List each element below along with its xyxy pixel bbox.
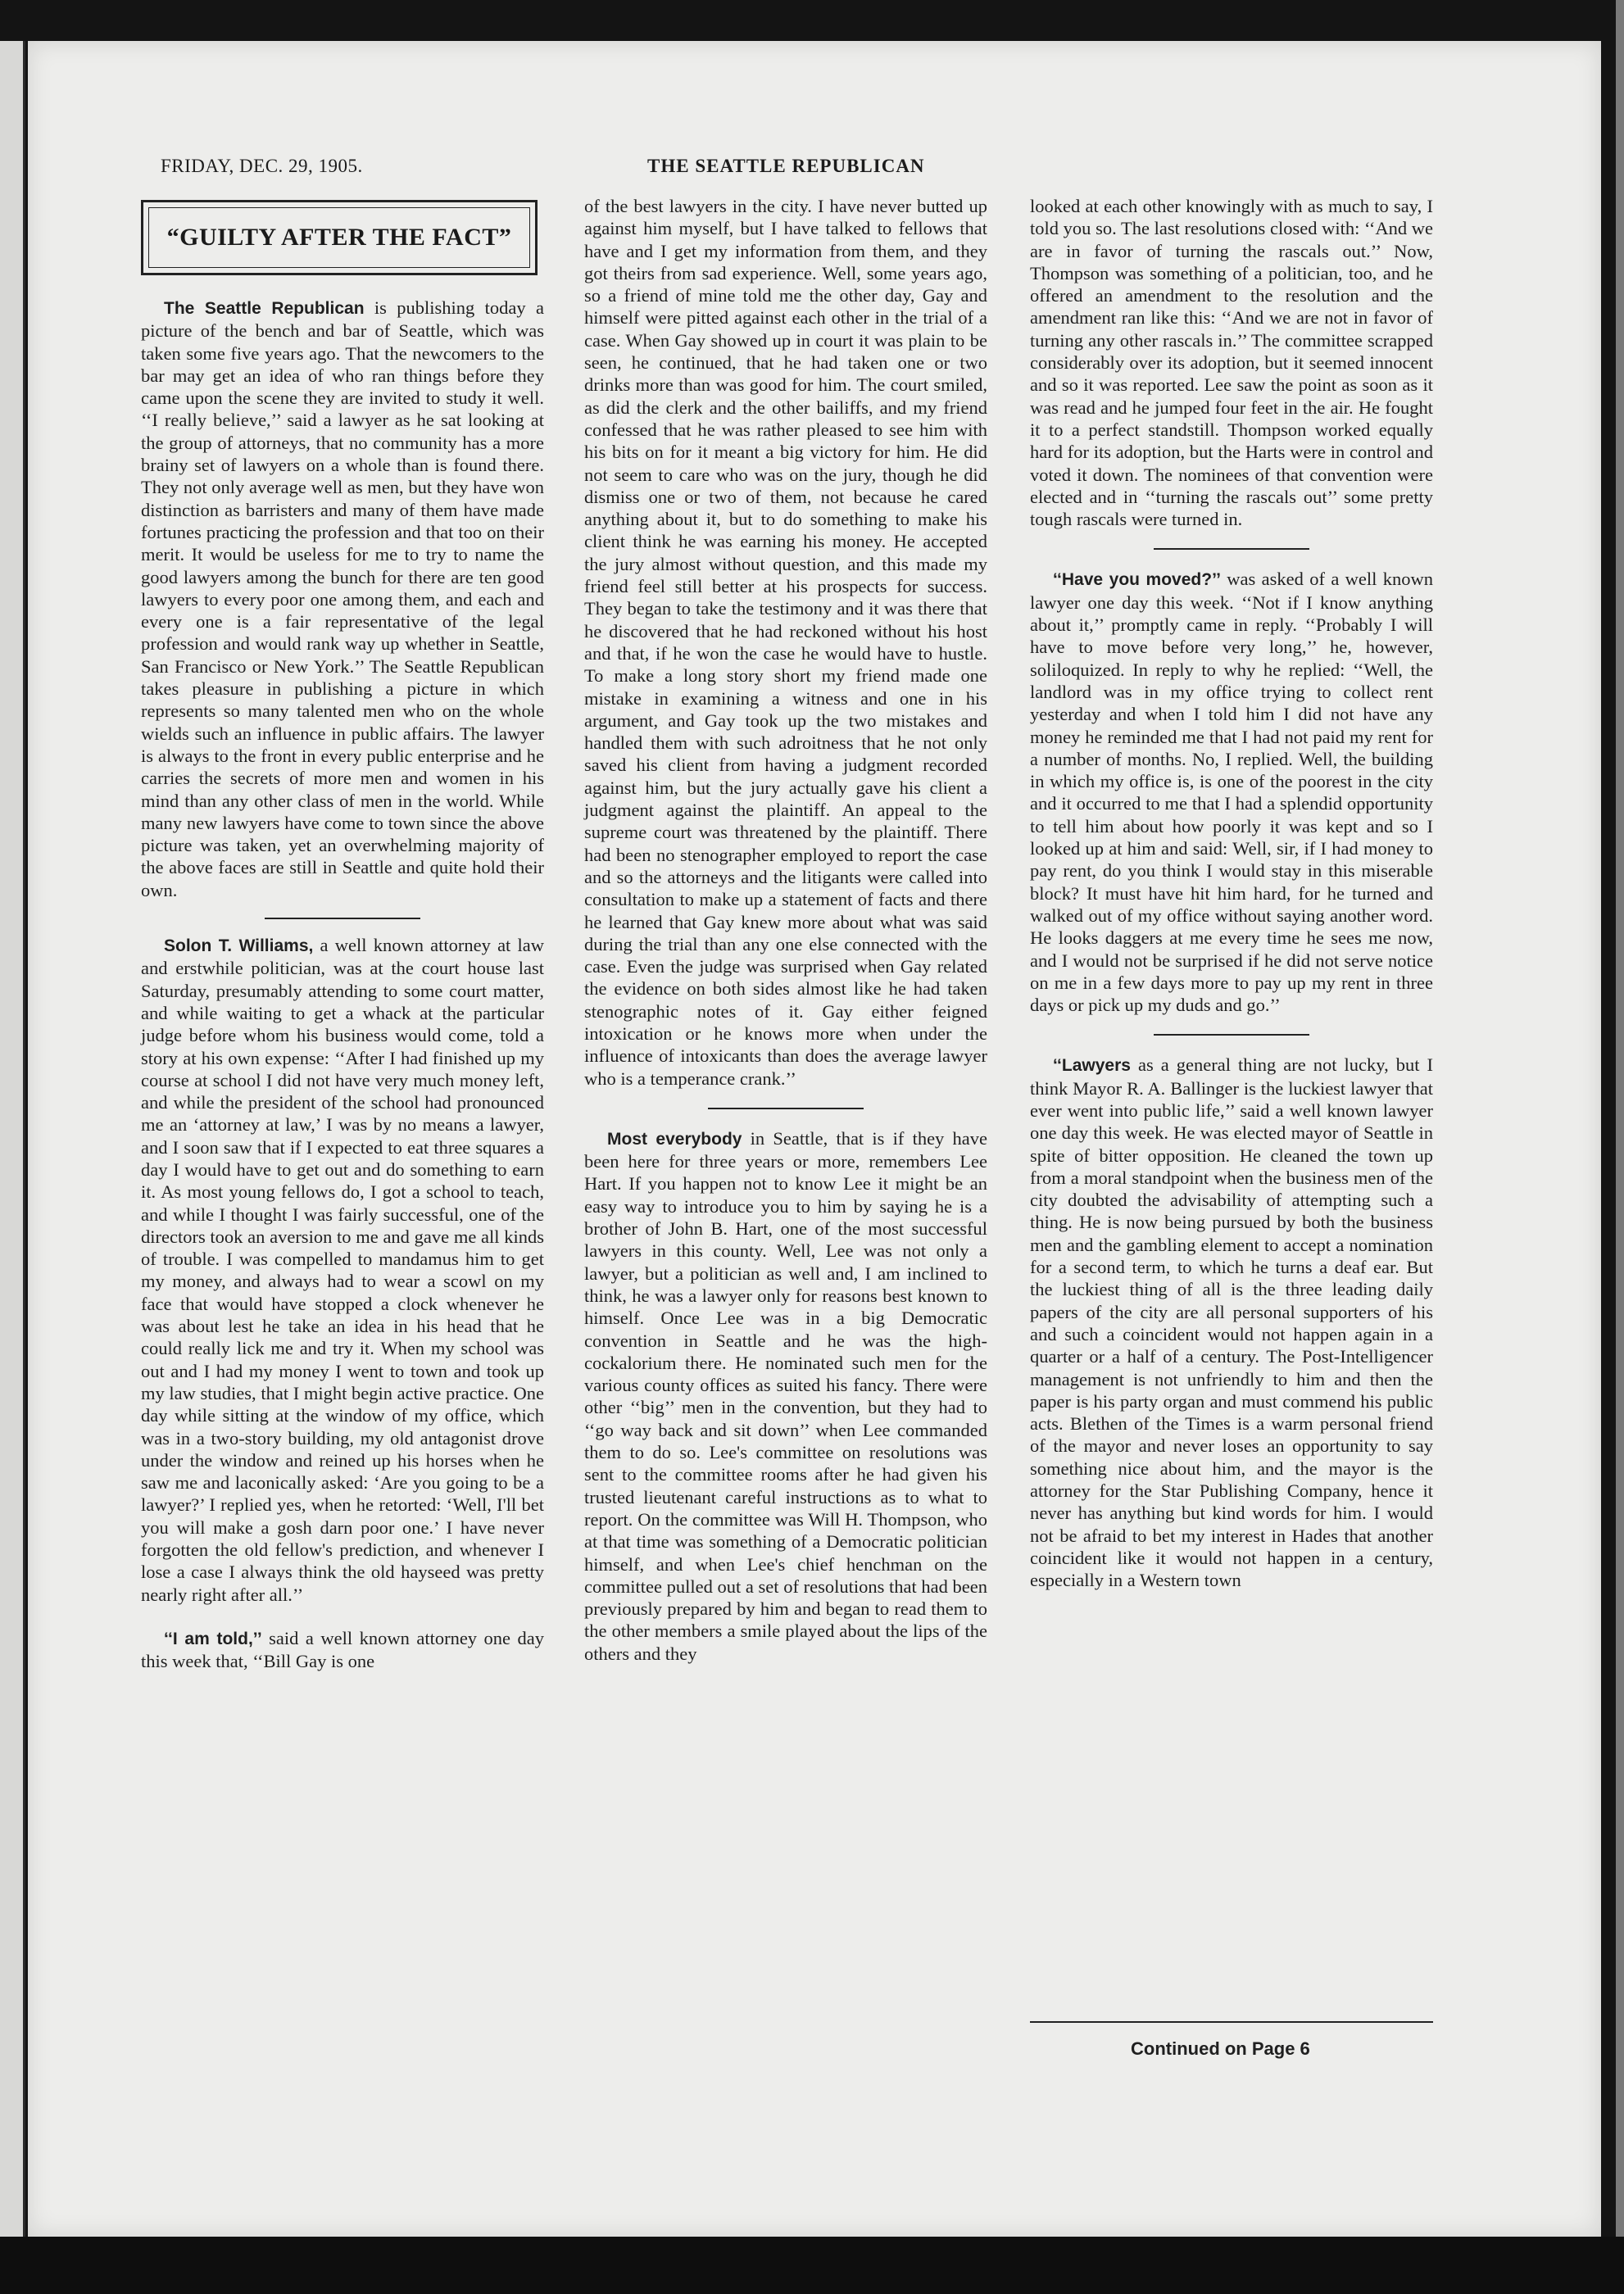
- lead-i-am-told: ‘‘I am told,’’: [164, 1629, 262, 1648]
- page-binding-line: [23, 41, 25, 2286]
- bottom-divider: [1030, 2021, 1433, 2023]
- lead-solon-williams: Solon T. Williams,: [164, 936, 314, 956]
- continued-notice: Continued on Page 6: [1131, 2038, 1310, 2059]
- article-body: was asked of a well known lawyer one day this week. ‘‘Not if I know anything about it,’’ promptly came in reply. ‘‘Probably I will have to move before very long,’’ he, however, soliloquized. In reply to why he replied: ‘‘Well, the landlord was in my office trying to collect rent yesterday and when I told him I did not have any money he reminded me that I had not paid my rent for a number of months. No, I replied. Well, the building in which my office is, is one of the poorest in the city and it occurred to me that I had a splendid opportunity to tell him about how poorly it was kept and so I looked up at him and said: Well, sir, if I had money to pay rent, do you think I would stay in this miserable block? It must have hit him hard, for he turned and walked out of my office without saying another word. He looks daggers at me every time he sees me now, and I would not be surprised if he did not serve notice on me in a few days more to pay up my rent in three days or pick up my duds and go.’’: [1030, 569, 1433, 1016]
- adjacent-page-edge: [0, 41, 25, 2286]
- column-1: [141, 297, 544, 1673]
- column-title: “GUILTY AFTER THE FACT”: [148, 207, 530, 268]
- lead-seattle-republican: The Seattle Republican: [164, 299, 365, 318]
- article-bill-gay-cont: [584, 195, 987, 1090]
- article-have-you-moved: [1030, 568, 1433, 1016]
- article-bill-gay-start: [141, 1627, 544, 1673]
- article-body: said a well known attorney one day this week that, ‘‘Bill Gay is one: [141, 1627, 544, 1672]
- article-body: in Seattle, that is if they have been here for three years or more, remembers Lee Hart. If you happen not to know Lee it might be an easy way to introduce you to him by saying he is a brother of John B. Hart, one of the most successful lawyers in this county. Well, Lee was not only a lawyer, but a politician as well and, I am inclined to think, he was a lawyer only for reasons best known to himself. Once Lee was in a big Democratic convention in Seattle and he was the high-cockalorium there. He nominated such men for the various county offices as suited his fancy. There were other ‘‘big’’ men in the convention, but they had to ‘‘go way back and sit down’’ when Lee commanded them to do so. Lee's committee on resolutions was sent to the committee rooms after he had given his trusted lieutenant careful instructions as to what to report. On the committee was Will H. Thompson, who at that time was something of a Democratic politician himself, and when Lee's chief henchman on the committee pulled out a set of resolutions that had been previously prepared by him and began to read them to the other members a smile played about the lips of the others and they: [584, 1127, 987, 1664]
- article-body: a well known attorney at law and erstwhile politician, was at the court house last Saturday, presumably attending to some court matter, and while waiting to get a whack at the particular judge before whom his business would come, told a story at his own expense: ‘‘After I had finished up my course at school I did not have very much money left, and while the president of the school had pronounced me an ‘attorney at law,’ I was by no means a lawyer, and I soon saw that if I expected to eat three squares a day I would have to get out and do something to earn it. As most young fellows do, I got a school to teach, and while I thought I was fairly successful, one of the directors took an aversion to me and gave me all kinds of trouble. I was compelled to mandamus him to get my money, and always had to wear a scowl on my face that would have stopped a clock whenever he was about lest he take an idea in his head that he could really lick me and try it. When my school was out and I had my money I went to town and took up my law studies, that I might begin active practice. One day while sitting at the window of my office, which was in a two-story building, my old antagonist drove under the window and reined up his horses when he saw me and laconically asked: ‘Are you going to be a lawyer?’ I replied yes, when he retorted: ‘Well, I'll bet you will make a gosh darn poor one.’ I have never forgotten the old fellow's prediction, and whenever I lose a case I always think the old hayseed was pretty nearly right after all.’’: [141, 935, 545, 1605]
- issue-date: FRIDAY, DEC. 29, 1905.: [161, 156, 363, 176]
- column-3: [1030, 195, 1433, 1592]
- article-body: of the best lawyers in the city. I have never butted up against him myself, but I have talked to fellows that have and I get my information from them, and they got theirs from sad experience. Well, some years ago, so a friend of mine told me the other day, Gay and himself were pitted against each other in the trial of a case. When Gay showed up in court it was plain to be seen, he continued, that he had taken one or two drinks more than was good for him. The court smiled, as did the clerk and the other bailiffs, and my friend confessed that he was rather pleased to see him with his bits on for it meant a big victory for him. He did not seem to care who was on the jury, though he did dismiss one or two of them, not because he cared anything about it, but to do something to make his client think he was earning his money. He accepted the jury almost without question, and this made my friend feel still better at his prospects for success. They began to take the testimony and it was there that he discovered that he had reckoned without his host and that, if he won the case he would have to hustle. To make a long story short my friend made one mistake in examining a witness and one in his argument, and Gay took up the two mistakes and handled them with such adroitness that he not only saved his client from having a judgment recorded against him, but the jury actually gave his client a judgment against the plaintiff. An appeal to the supreme court was threatened by the plaintiff. There had been no stenographer employed to report the case and so the attorneys and the litigants were called into consultation to make up a statement of facts and there he learned that Gay knew more about what was said during the trial than any one else connected with the case. Even the judge was surprised when Gay related the evidence on both sides almost like he had taken stenographic notes of it. Gay either feigned intoxication or he knows more when under the influence of intoxicants than does the average lawyer who is a temperance crank.’’: [584, 196, 987, 1089]
- column-title-box: [141, 200, 538, 275]
- lead-lawyers: ‘‘Lawyers: [1053, 1056, 1131, 1076]
- column-2: [584, 195, 987, 1665]
- article-lee-hart: [584, 1127, 987, 1665]
- scan-border: [1616, 0, 1624, 2294]
- article-bench-and-bar: [141, 297, 544, 901]
- article-body: as a general thing are not lucky, but I think Mayor R. A. Ballinger is the luckiest lawyer that ever went into public life,’’ said a well known lawyer one day this week. He was elected mayor of Seattle in spite of bitter opposition. He cleaned the town up from a moral standpoint when the business men of the city doubted the advisability of attempting such a thing. He is now being pursued by both the business men and the gambling element to accept a nomination for a second term, to which he turns a deaf ear. But the luckiest thing of all is the three leading daily papers of the city are all personal supporters of his and such a coincident would not happen again in a quarter or a half of a century. The Post-Intelligencer management is not unfriendly to him and then the paper is his party organ and must commend his public acts. Blethen of the Times is a warm personal friend of the mayor and never loses an opportunity to say something nice about him, and the mayor is the attorney for the Star Publishing Company, hence it never has anything but kind words for him. I would not be afraid to bet my interest in Hades that another coincident like it would not happen in a century, especially in a Western town: [1030, 1054, 1433, 1591]
- article-lee-hart-cont: [1030, 195, 1433, 530]
- article-body: is publishing today a picture of the bench and bar of Seattle, which was taken some five years ago. That the newcomers to the bar may get an idea of who ran things before they came upon the scene they are invited to study it well. ‘‘I really believe,’’ said a lawyer as he sat looking at the group of attorneys, that no community has a more brainy set of lawyers on a whole than is found there. They not only average well as men, but they have won distinction as barristers and many of them have made fortunes practicing the profession and that too on their merit. It would be useless for me to try to name the good lawyers among the bunch for there are ten good lawyers to every poor one among them, and each and every one is a fair representative of the legal profession and would rank way up whether in Seattle, San Francisco or New York.’’ The Seattle Republican takes pleasure in publishing a picture in which represents so many talented men who on the whole wields such an influence in public affairs. The lawyer is always to the front in every public enterprise and he carries the secrets of more men and women in his mind than any other class of men in the world. While many new lawyers have come to town since the above picture was taken, yet an overwhelming majority of the above faces are still in Seattle and quite hold their own.: [141, 297, 544, 900]
- lead-most-everybody: Most everybody: [607, 1129, 742, 1149]
- article-solon-williams: [141, 934, 544, 1606]
- article-body: looked at each other knowingly with as much to say, I told you so. The last resolutions closed with: ‘‘And we are in favor of turning the rascals out.’’ Now, Thompson was something of a politician, too, and he offered an amendment to the resolution and the amendment ran like this: ‘‘And we are not in favor of turning any other rascals in.’’ The committee scrapped considerably over its adoption, but it seemed innocent and so it was reported. Lee saw the point as soon as it was read and he jumped four feet in the air. He fought it to a perfect standstill. Thompson worked equally hard for its adoption, but the Harts were in control and voted it down. The nominees of that convention were elected and in ‘‘turning the rascals out’’ some pretty tough rascals were turned in.: [1030, 196, 1433, 530]
- newspaper-name: THE SEATTLE REPUBLICAN: [647, 156, 925, 176]
- scan-background: [0, 2237, 1624, 2294]
- lead-have-you-moved: ‘‘Have you moved?’’: [1053, 570, 1221, 590]
- article-ballinger: [1030, 1054, 1433, 1591]
